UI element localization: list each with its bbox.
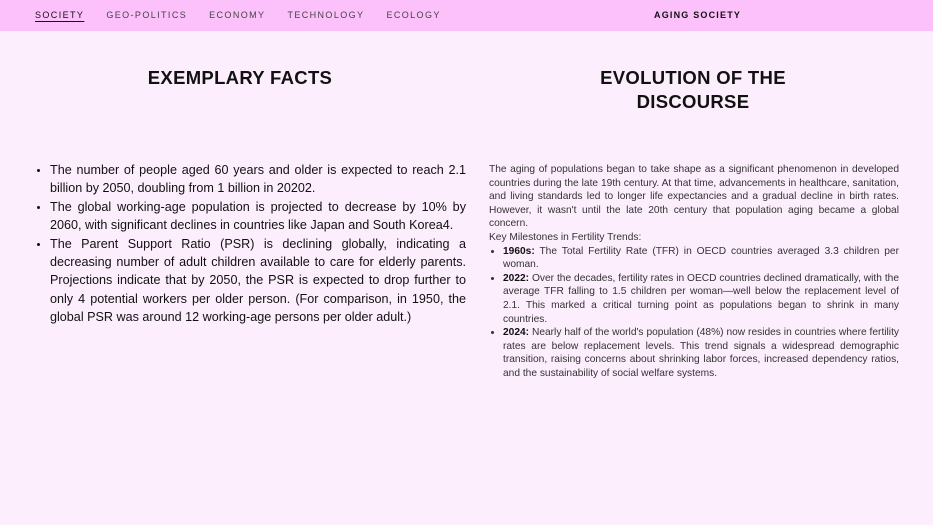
nav-item-geo-politics[interactable]: GEO-POLITICS [106,10,188,20]
nav-item-society[interactable]: SOCIETY [35,10,85,20]
milestone-year: 2022: [503,272,530,284]
milestones-title: Key Milestones in Fertility Trends: [489,231,642,243]
evolution-heading-line2: DISCOURSE [636,91,750,112]
fact-item: • The Parent Support Ratio (PSR) is declining globally, indicating a decreasing number of adult children available to care for elderly parents. Projections indicate that by 2050, the PSR is expected to drop further to only 4 potential workers per older person. (For comparison, in 1950, the global PSR was around 12 working-age persons per older adult.) [50,235,466,327]
facts-list [30,161,466,327]
section-label: AGING SOCIETY [654,10,742,20]
milestones-list [489,245,899,381]
nav-item-technology[interactable]: TECHNOLOGY [287,10,365,20]
fact-item: • The global working-age population is projected to decrease by 10% by 2060, with significant declines in countries like Japan and South Korea4. [50,198,466,235]
top-navigation-bar [0,0,933,31]
nav-item-ecology[interactable]: ECOLOGY [386,10,441,20]
milestone-year: 1960s: [503,245,535,257]
evolution-heading-line1: EVOLUTION OF THE [600,67,786,88]
milestone-text: Nearly half of the world's population (48%) now resides in countries where fertility rates are below replacement levels. This trend signals a widespread demographic transition, raising concerns about shrinking labor forces, increased dependency ratios, and the sustainability of social welfare systems. [503,327,899,379]
nav-item-economy[interactable]: ECONOMY [209,10,266,20]
discourse-intro: The aging of populations began to take shape as a significant phenomenon in developed countries during the late 19th century. At that time, advancements in healthcare, sanitation, and living standards led to longer life expectancies and a gradual decline in birth rates. However, it wasn't until the late 20th century that population aging became a global concern. [489,164,899,230]
milestone-text: The Total Fertility Rate (TFR) in OECD countries averaged 3.3 children per woman. [503,245,899,271]
evolution-heading [560,66,826,114]
milestone-item [503,326,899,380]
milestone-year: 2024: [503,327,530,339]
discourse-body [489,163,899,381]
milestone-item [503,272,899,326]
fact-item: • The number of people aged 60 years and older is expected to reach 2.1 billion by 2050, doubling from 1 billion in 20202. [50,161,466,198]
main-nav [35,10,463,21]
milestone-item [503,245,899,272]
exemplary-facts-heading: EXEMPLARY FACTS [147,67,333,88]
milestone-text: Over the decades, fertility rates in OECD countries declined dramatically, with the average TFR falling to 1.5 children per woman—well below the replacement level of 2.1. This marked a critical turning point as populations began to shrink in many countries. [503,272,899,325]
